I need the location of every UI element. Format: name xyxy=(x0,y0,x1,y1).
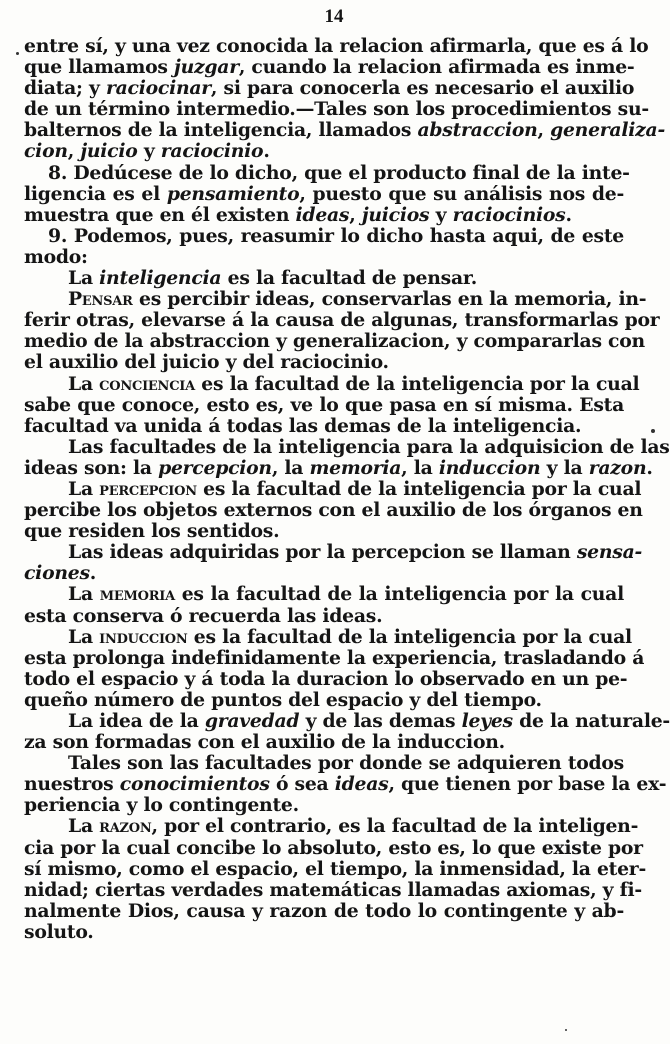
text-line xyxy=(24,372,640,395)
text-line xyxy=(24,521,624,542)
text-line xyxy=(24,309,660,332)
small-caps-term: memoria xyxy=(99,583,175,606)
text-line xyxy=(24,563,624,584)
italic-term: cion xyxy=(24,140,68,163)
text-run: esta conserva ó recuerda las ideas. xyxy=(24,604,383,627)
text-run: es la facultad de pensar. xyxy=(221,267,478,290)
text-run: balternos de la inteligencia, llamados xyxy=(24,119,418,142)
text-line xyxy=(24,456,653,479)
text-run: La xyxy=(68,477,100,500)
text-run: facultad va unida á todas las demas de la inteligencia. xyxy=(24,414,582,437)
text-line xyxy=(24,836,643,859)
page-number: 14 xyxy=(324,6,344,27)
text-line xyxy=(24,606,624,627)
text-line xyxy=(24,646,645,669)
text-run: , la xyxy=(401,456,439,479)
text-line xyxy=(24,268,624,289)
text-run: , por el contrario, es la facultad de la inteligen- xyxy=(151,815,639,838)
text-run: , que tienen por base la ex- xyxy=(388,773,667,796)
text-run: y la xyxy=(540,456,589,479)
text-run: . xyxy=(565,203,572,226)
text-run: La xyxy=(68,625,100,648)
italic-term: gravedad xyxy=(204,710,300,732)
text-line xyxy=(24,416,624,437)
text-run: diata; y xyxy=(24,77,106,100)
text-line xyxy=(24,857,647,880)
text-run: ferir otras, elevarse á la causa de algunas, transformarlas por xyxy=(24,309,660,332)
text-run: esta prolonga indefinidamente la experiencia, trasladando á xyxy=(24,646,645,669)
italic-term: induccion xyxy=(438,456,541,479)
text-run: ligencia es el xyxy=(24,182,167,205)
text-run: medio de la abstraccion y generalizacion, y compararlas con xyxy=(24,330,645,353)
text-run: es la facultad de la inteligencia por la cual xyxy=(174,583,624,606)
italic-term: raciocinios xyxy=(452,203,566,226)
text-run: . xyxy=(646,456,653,479)
italic-term: percepcion xyxy=(158,456,272,479)
text-run: , xyxy=(67,140,81,163)
text-line xyxy=(24,435,670,458)
text-run: es la facultad de la inteligencia por la cual xyxy=(196,477,642,500)
text-line xyxy=(24,56,635,79)
text-run: el auxilio del juicio y del raciocinio. xyxy=(24,351,389,374)
ink-speck xyxy=(565,1029,567,1031)
text-run: Tales son las facultades por donde se adquieren todos xyxy=(68,752,624,775)
text-run: 9. Podemos, pues, reasumir lo dicho hasta aqui, de este xyxy=(48,224,624,247)
ink-speck xyxy=(651,429,655,433)
text-line xyxy=(24,901,624,922)
text-run: es la facultad de la inteligencia por la cual xyxy=(187,625,632,648)
text-run: , si para conocerla es necesario el auxilio xyxy=(210,77,635,100)
text-run: que llamamos xyxy=(24,56,175,79)
text-line xyxy=(24,352,624,373)
italic-term: inteligencia xyxy=(99,267,222,290)
text-run: y xyxy=(429,203,453,226)
italic-term: conocimientos xyxy=(119,773,270,796)
italic-term: juicios xyxy=(361,203,430,226)
text-line xyxy=(24,288,647,311)
text-line xyxy=(24,732,624,753)
text-line xyxy=(24,499,643,522)
text-run: . xyxy=(263,140,270,163)
text-run: y xyxy=(137,140,161,163)
text-run: Las ideas adquiridas por la percepcion se llaman xyxy=(68,541,577,564)
text-run: modo: xyxy=(24,245,88,268)
text-line xyxy=(24,667,628,690)
italic-term: abstraccion xyxy=(417,119,538,142)
text-line xyxy=(24,184,624,205)
text-run: , la xyxy=(271,456,310,479)
text-run: , cuando la relacion afirmada es inme- xyxy=(238,56,635,79)
text-run: ideas son: la xyxy=(24,456,159,479)
italic-term: leyes xyxy=(461,710,513,732)
text-run: ó sea xyxy=(269,773,335,796)
text-run: soluto. xyxy=(24,920,94,943)
text-line xyxy=(24,815,639,838)
text-line xyxy=(24,161,630,184)
text-line xyxy=(24,119,665,142)
text-run: percibe los objetos externos con el auxilio de los órganos en xyxy=(24,499,643,522)
text-run: entre sí, y una vez conocida la relacion afirmarla, que es á lo xyxy=(24,35,649,57)
text-run: todo el espacio y á toda la duracion lo observado en un pe- xyxy=(24,667,628,690)
italic-term: raciocinio xyxy=(160,140,264,163)
text-line xyxy=(24,205,624,226)
text-line xyxy=(24,878,642,901)
text-run: cia por la cual concibe lo absoluto, esto es, lo que existe por xyxy=(24,836,643,859)
text-run: es la facultad de la inteligencia por la cual xyxy=(194,372,640,395)
text-run: nalmente Dios, causa y razon de todo lo contingente y ab- xyxy=(24,899,624,922)
text-line xyxy=(24,773,667,796)
ink-speck xyxy=(16,52,19,55)
text-line xyxy=(24,141,624,162)
text-line xyxy=(24,922,624,943)
text-line xyxy=(24,35,649,57)
text-run: 8. Dedúcese de lo dicho, que el producto final de la inte- xyxy=(48,161,630,184)
text-run: periencia y lo contingente. xyxy=(24,794,299,817)
text-line xyxy=(24,98,649,121)
text-run: La xyxy=(68,583,100,606)
text-run: , xyxy=(537,119,551,142)
text-run: de un término intermedio.—Tales son los procedimientos su- xyxy=(24,98,649,121)
small-caps-term: percepcion xyxy=(99,477,197,500)
italic-term: sensa- xyxy=(576,541,643,564)
text-run: nidad; ciertas verdades matemáticas llamadas axiomas, y fi- xyxy=(24,878,642,901)
italic-term: pensamiento xyxy=(166,182,300,205)
body-text xyxy=(24,35,670,943)
italic-term: juzgar xyxy=(174,56,239,79)
text-line xyxy=(24,795,624,816)
text-line xyxy=(24,690,624,711)
text-line xyxy=(24,710,670,732)
italic-term: raciocinar xyxy=(105,77,211,100)
text-run: , puesto que su análisis nos de- xyxy=(299,182,624,205)
text-line xyxy=(24,330,645,353)
italic-term: ciones xyxy=(24,562,90,585)
text-line xyxy=(24,226,624,247)
text-line xyxy=(24,247,624,268)
text-run: La xyxy=(68,372,100,395)
italic-term: ideas xyxy=(295,203,350,226)
text-line xyxy=(24,77,635,100)
text-line xyxy=(24,584,624,605)
text-run: de la naturale- xyxy=(512,710,670,732)
small-caps-term: conciencia xyxy=(99,372,195,395)
text-line xyxy=(24,477,642,500)
italic-term: memoria xyxy=(309,456,402,479)
text-run: za son formadas con el auxilio de la induccion. xyxy=(24,731,505,754)
text-run: , xyxy=(349,203,362,226)
italic-term: generaliza- xyxy=(550,119,665,142)
text-run: queño número de puntos del espacio y del tiempo. xyxy=(24,688,542,711)
small-caps-term: razon xyxy=(99,815,152,838)
text-run: es percibir ideas, conservarlas en la memoria, in- xyxy=(132,288,647,311)
italic-term: juicio xyxy=(80,140,138,163)
text-line xyxy=(24,541,643,564)
text-run: sí mismo, como el espacio, el tiempo, la inmensidad, la eter- xyxy=(24,857,647,880)
text-run: La xyxy=(68,267,100,290)
text-run: La idea de la xyxy=(68,710,205,732)
text-run: muestra que en él existen xyxy=(24,203,296,226)
text-run: y de las demas xyxy=(299,710,462,732)
text-line xyxy=(24,625,632,648)
text-run: La xyxy=(68,815,100,838)
text-run: que residen los sentidos. xyxy=(24,520,280,543)
italic-term: ideas xyxy=(334,773,389,796)
italic-term: razon xyxy=(588,456,647,479)
text-run: . xyxy=(89,562,97,585)
text-run: nuestros xyxy=(24,773,120,796)
small-caps-term: Pensar xyxy=(68,288,133,311)
text-line xyxy=(24,753,624,774)
small-caps-term: induccion xyxy=(99,625,188,648)
text-line xyxy=(24,395,624,416)
text-run: Las facultades de la inteligencia para la adquisicion de las xyxy=(68,435,670,458)
text-run: sabe que conoce, esto es, ve lo que pasa en sí misma. Esta xyxy=(24,393,624,416)
